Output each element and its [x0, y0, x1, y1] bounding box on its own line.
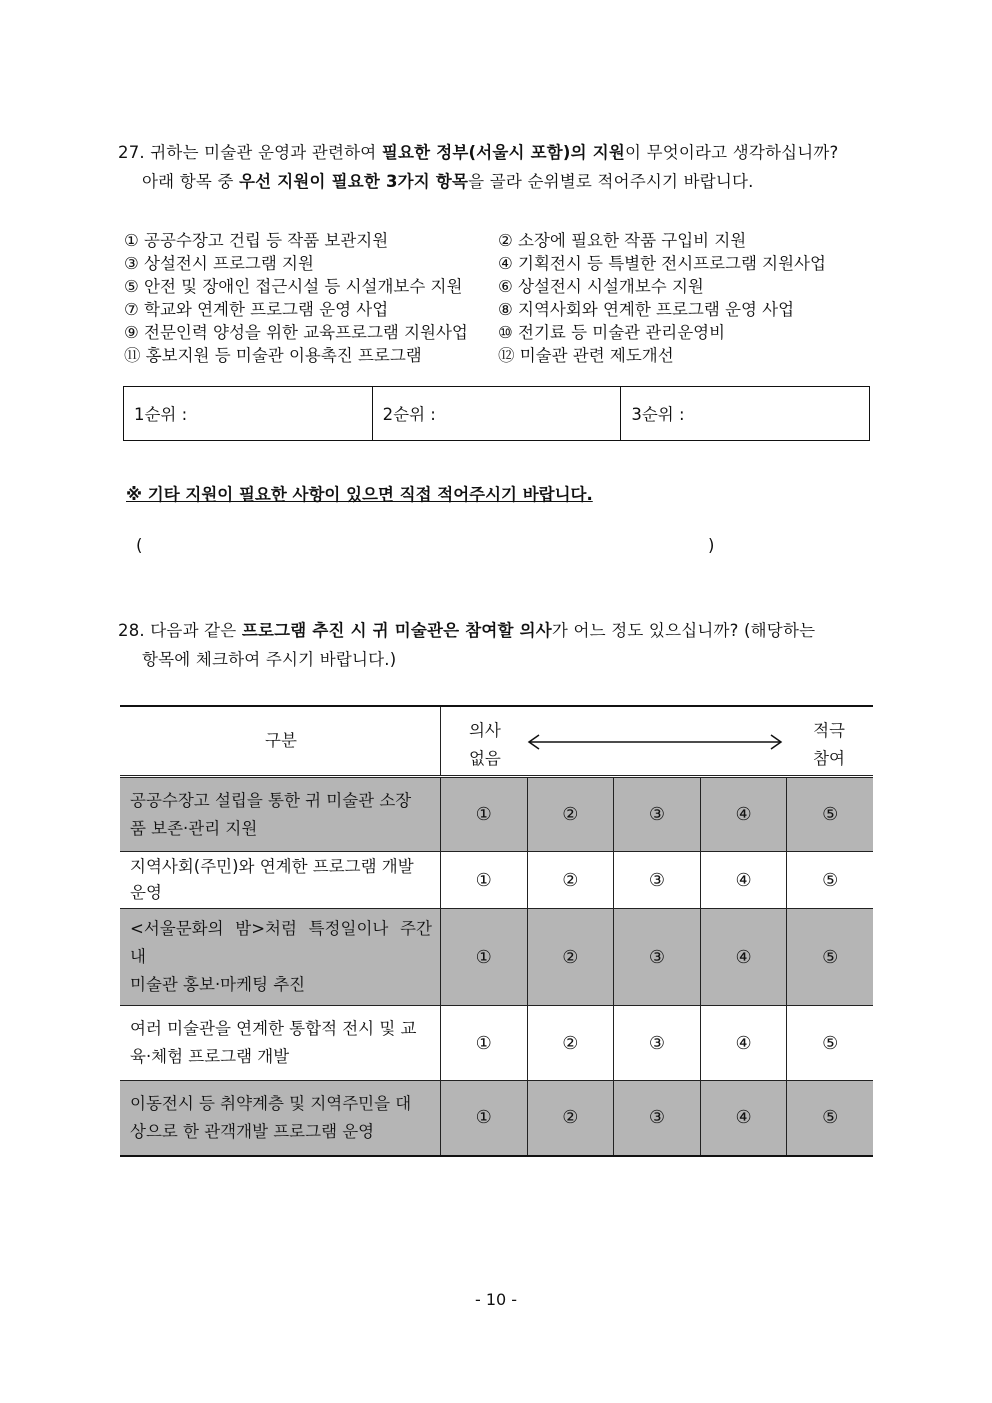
open-paren: (	[136, 536, 143, 555]
rank-3-field[interactable]: 3순위 :	[631, 405, 685, 424]
option-4-mark[interactable]: ④	[700, 852, 787, 909]
q28-text: 28. 다음과 같은	[118, 621, 242, 640]
row-label-line1: 공공수장고 설립을 통한 귀 미술관 소장	[130, 790, 412, 810]
option-3-mark[interactable]: ③	[614, 1081, 701, 1156]
row-label-line2: 운영	[130, 883, 162, 902]
q28-text: 가 어느 정도 있으십니까? (해당하는	[551, 621, 816, 640]
close-paren: )	[708, 536, 715, 555]
option-item[interactable]: ① 공공수장고 건립 등 작품 보관지원	[124, 231, 389, 250]
option-1-mark[interactable]: ①	[440, 1081, 527, 1156]
rank-table	[123, 386, 870, 441]
q27-text: 을 골라 순위별로 적어주시기 바랍니다.	[468, 172, 754, 191]
option-2-mark[interactable]: ②	[527, 1081, 614, 1156]
double-arrow-icon	[525, 732, 785, 752]
option-4-mark[interactable]: ④	[700, 909, 787, 1006]
option-item[interactable]: ⑧ 지역사회와 연계한 프로그램 운영 사업	[498, 300, 795, 319]
option-item[interactable]: ⑤ 안전 및 장애인 접근시설 등 시설개보수 지원	[124, 277, 463, 296]
option-3-mark[interactable]: ③	[614, 1006, 701, 1081]
option-2-mark[interactable]: ②	[527, 909, 614, 1006]
scale-left-bottom: 없음	[468, 749, 501, 768]
row-label-line1: <서울문화의 밤>처럼 특정일이나 주간 내	[130, 919, 432, 966]
option-4-mark[interactable]: ④	[700, 777, 787, 852]
page-number: - 10 -	[474, 1290, 518, 1309]
row-label-line1: 이동전시 등 취약계층 및 지역주민을 대	[130, 1093, 412, 1113]
question-28-line1	[118, 616, 815, 645]
option-1-mark[interactable]: ①	[440, 1006, 527, 1081]
row-label	[120, 1081, 440, 1156]
option-item[interactable]: ② 소장에 필요한 작품 구입비 지원	[498, 231, 747, 250]
rank-1-field[interactable]: 1순위 :	[124, 387, 373, 440]
options-row	[124, 229, 884, 252]
category-header: 구분	[120, 706, 440, 777]
question-27-line1	[118, 138, 839, 167]
q27-text: 아래 항목 중	[142, 172, 240, 191]
option-1-mark[interactable]: ①	[440, 852, 527, 909]
scale-left-top: 의사	[468, 721, 501, 740]
table-row	[120, 777, 873, 852]
scale-header-row	[120, 706, 873, 777]
options-row	[124, 344, 884, 367]
row-label	[120, 852, 440, 909]
question-28	[118, 616, 815, 674]
option-3-mark[interactable]: ③	[614, 777, 701, 852]
option-1-mark[interactable]: ①	[440, 909, 527, 1006]
table-row	[120, 1081, 873, 1156]
row-label-line2: 미술관 홍보·마케팅 추진	[130, 975, 306, 994]
participation-scale-table	[120, 705, 873, 1157]
row-label-line2: 상으로 한 관객개발 프로그램 운영	[130, 1121, 375, 1141]
option-3-mark[interactable]: ③	[614, 909, 701, 1006]
option-item[interactable]: ⑥ 상설전시 시설개보수 지원	[498, 277, 704, 296]
option-4-mark[interactable]: ④	[700, 1081, 787, 1156]
option-5-mark[interactable]: ⑤	[787, 777, 873, 852]
q27-text: 27. 귀하는 미술관 운영과 관련하여	[118, 143, 382, 162]
rank-2-field[interactable]: 2순위 :	[373, 387, 622, 440]
option-2-mark[interactable]: ②	[527, 852, 614, 909]
option-5-mark[interactable]: ⑤	[822, 869, 839, 891]
option-3-mark[interactable]: ③	[614, 852, 701, 909]
scale-right-label	[813, 717, 845, 773]
option-item[interactable]: ⑩ 전기료 등 미술관 관리운영비	[498, 323, 726, 342]
options-row	[124, 252, 884, 275]
q28-bold: 프로그램 추진 시 귀 미술관은 참여할 의사	[241, 621, 552, 640]
option-item[interactable]: ④ 기획전시 등 특별한 전시프로그램 지원사업	[498, 254, 826, 273]
scale-right-top: 적극	[813, 721, 845, 740]
options-row	[124, 321, 884, 344]
options-list	[124, 229, 884, 367]
row-label	[120, 909, 440, 1006]
option-2-mark[interactable]: ②	[527, 777, 614, 852]
option-item[interactable]: ⑫ 미술관 관련 제도개선	[498, 346, 674, 365]
option-5-mark[interactable]: ⑤	[822, 1032, 839, 1054]
row-label	[120, 777, 440, 852]
row-label-line2: 품 보존·관리 지원	[130, 818, 258, 838]
option-1-mark[interactable]: ①	[440, 777, 527, 852]
row-label-line1: 여러 미술관을 연계한 통합적 전시 및 교	[130, 1019, 417, 1038]
table-row	[120, 909, 873, 1006]
option-5-mark[interactable]: ⑤	[787, 909, 873, 1006]
option-4-mark[interactable]: ④	[700, 1006, 787, 1081]
question-28-line2: 항목에 체크하여 주시기 바랍니다.)	[142, 650, 397, 669]
table-row	[120, 1006, 873, 1081]
table-row	[120, 852, 873, 909]
option-5-mark[interactable]: ⑤	[787, 1081, 873, 1156]
row-label	[120, 1006, 440, 1081]
question-27	[118, 138, 839, 196]
option-item[interactable]: ③ 상설전시 프로그램 지원	[124, 254, 314, 273]
question-27-line2	[118, 167, 839, 196]
scale-right-bottom: 참여	[813, 749, 845, 768]
scale-axis	[441, 707, 873, 775]
scale-left-label	[469, 717, 501, 773]
options-row	[124, 298, 884, 321]
row-label-line1: 지역사회(주민)와 연계한 프로그램 개발	[130, 857, 414, 876]
scale-header	[440, 706, 873, 777]
option-item[interactable]: ⑦ 학교와 연계한 프로그램 운영 사업	[124, 300, 389, 319]
q27-bold: 필요한 정부(서울시 포함)의 지원	[381, 143, 625, 162]
option-2-mark[interactable]: ②	[527, 1006, 614, 1081]
options-row	[124, 275, 884, 298]
q27-text: 이 무엇이라고 생각하십니까?	[625, 143, 839, 162]
other-support-note: ※ 기타 지원이 필요한 사항이 있으면 직접 적어주시기 바랍니다.	[126, 485, 593, 504]
row-label-line2: 육·체험 프로그램 개발	[130, 1047, 290, 1066]
option-item[interactable]: ⑪ 홍보지원 등 미술관 이용촉진 프로그램	[124, 346, 422, 365]
option-item[interactable]: ⑨ 전문인력 양성을 위한 교육프로그램 지원사업	[124, 323, 468, 342]
q27-bold: 우선 지원이 필요한 3가지 항목	[239, 172, 469, 191]
